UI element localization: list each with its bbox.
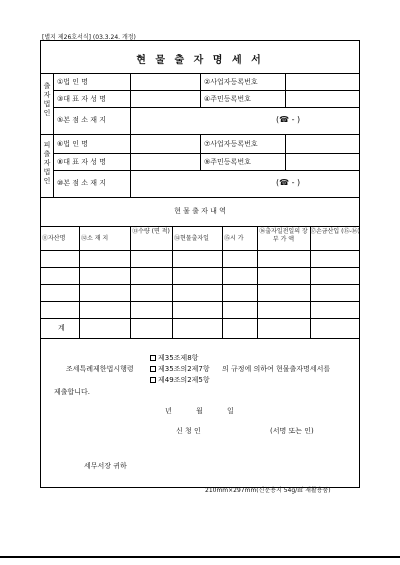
- field-label-corp-name: ⑥법 인 명: [57, 140, 89, 148]
- submit-text: 제출합니다.: [54, 388, 91, 396]
- col-header-market-price: ⑮시 가: [224, 235, 244, 242]
- signature-label: (서명 또는 인): [270, 427, 314, 435]
- divider-row: [53, 153, 360, 154]
- provision-text: 의 규정에 의하여 현물출자명세서를: [222, 365, 331, 373]
- field-label-hq-location: ⑩본 점 소 재 지: [57, 179, 106, 187]
- divider-total: [40, 338, 360, 339]
- col-header-deduction: ⑰손금산입 (⑮-⑯): [310, 228, 360, 235]
- col-header-quantity: ⑬수량 (면 적): [132, 228, 170, 235]
- detail-col-divider: [222, 226, 223, 338]
- checkbox-icon[interactable]: [150, 366, 156, 372]
- detail-col-divider: [130, 226, 131, 338]
- col-divider: [130, 107, 131, 134]
- field-label-corp-name: ①법 인 명: [57, 78, 89, 86]
- field-label-resident-no: ④주민등록번호: [204, 95, 251, 103]
- option-1[interactable]: 제35조제8항: [150, 354, 198, 363]
- field-label-rep-name: ③대 표 자 성 명: [57, 95, 106, 103]
- phone-field: (☎ - ): [276, 178, 301, 187]
- col-divider: [200, 134, 201, 170]
- section-label-investee: 출자법인: [43, 82, 51, 117]
- checkbox-icon[interactable]: [150, 355, 156, 361]
- col-divider: [130, 73, 131, 107]
- divider-row: [53, 170, 360, 171]
- bottom-divider: [0, 556, 400, 558]
- divider-detail-title: [40, 226, 360, 227]
- field-label-rep-name: ⑧대 표 자 성 명: [57, 158, 106, 166]
- divider-detail-row: [40, 267, 360, 268]
- col-header-asset-name: ⑪자산명: [42, 235, 66, 242]
- total-row-label: 계: [58, 324, 65, 332]
- detail-col-divider: [172, 226, 173, 338]
- divider-section: [40, 197, 360, 198]
- date-line: 년 월 일: [165, 407, 234, 415]
- field-label-biz-reg-no: ②사업자등록번호: [204, 78, 258, 86]
- addressee: 세무서장 귀하: [84, 462, 127, 470]
- col-divider: [130, 170, 131, 197]
- checkbox-icon[interactable]: [150, 377, 156, 383]
- divider-detail-row: [40, 301, 360, 302]
- col-divider: [200, 73, 201, 107]
- option-3[interactable]: 제49조의2제5항: [150, 376, 210, 385]
- form-title: 현 물 출 자 명 세 서: [136, 55, 264, 66]
- col-header-book-value: ⑯출자일전일의 장 부 가 액: [259, 228, 308, 243]
- divider-detail-row: [40, 318, 360, 319]
- divider-detail-row: [40, 284, 360, 285]
- section-label-divider: [53, 73, 54, 197]
- section-label-investor: 피출자법인: [43, 141, 51, 185]
- field-label-resident-no: ⑨주민등록번호: [204, 158, 251, 166]
- divider-row: [53, 107, 360, 108]
- phone-field: (☎ - ): [276, 115, 301, 124]
- field-label-hq-location: ⑤본 점 소 재 지: [57, 116, 106, 124]
- divider-row: [53, 90, 360, 91]
- col-header-investment-date: ⑭현물출자일: [174, 235, 209, 242]
- detail-col-divider: [310, 226, 311, 338]
- form-number-note: [별지 제26호서식] (03.3.24. 개정): [42, 34, 136, 41]
- paper-spec: 210mm×297mm(신문용지 54g/㎡ 재활용품): [205, 487, 331, 494]
- col-header-location: ⑫소 재 지: [81, 235, 109, 242]
- field-label-biz-reg-no: ⑦사업자등록번호: [204, 140, 258, 148]
- divider-detail-header: [40, 250, 360, 251]
- law-reference: 조세특례제한법시행령: [66, 365, 134, 373]
- detail-section-title: 현 물 출 자 내 역: [174, 207, 226, 215]
- col-divider: [130, 134, 131, 170]
- col-divider: [285, 73, 286, 107]
- detail-col-divider: [79, 226, 80, 338]
- col-divider: [285, 134, 286, 170]
- option-2[interactable]: 제35조의2제7항: [150, 365, 210, 374]
- applicant-label: 신 청 인: [176, 427, 201, 435]
